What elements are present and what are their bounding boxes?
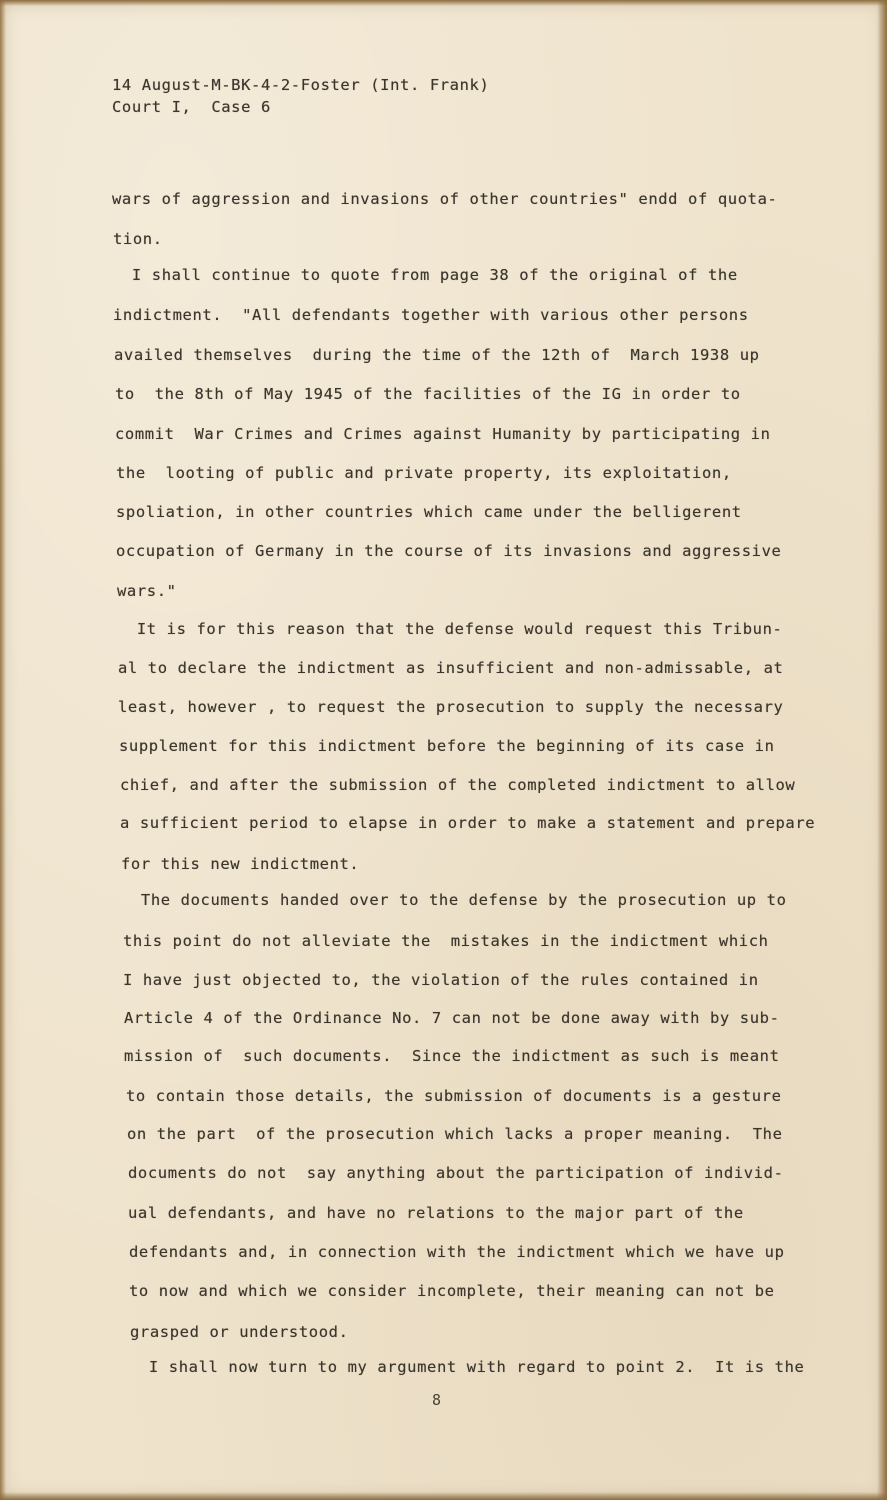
text-line: the looting of public and private property, its exploitation, bbox=[116, 464, 732, 482]
page-number: 8 bbox=[432, 1391, 442, 1409]
text-line: defendants and, in connection with the indictment which we have up bbox=[129, 1243, 785, 1261]
text-line: to now and which we consider incomplete, their meaning can not be bbox=[129, 1282, 775, 1300]
paper-edge-right bbox=[877, 0, 887, 1500]
text-line: wars of aggression and invasions of other countries" endd of quota- bbox=[112, 190, 778, 208]
text-line: It is for this reason that the defense would request this Tribun- bbox=[117, 620, 783, 638]
text-line: al to declare the indictment as insufficient and non-admissable, at bbox=[118, 659, 784, 677]
paper-edge-bottom bbox=[0, 1492, 887, 1500]
text-line: occupation of Germany in the course of its invasions and aggressive bbox=[116, 542, 782, 560]
text-line: supplement for this indictment before the beginning of its case in bbox=[119, 737, 775, 755]
text-line: chief, and after the submission of the completed indictment to allow bbox=[120, 776, 796, 794]
text-line: indictment. "All defendants together with various other persons bbox=[113, 306, 749, 324]
text-line: this point do not alleviate the mistakes in the indictment which bbox=[123, 932, 769, 950]
text-line: availed themselves during the time of the 12th of March 1938 up bbox=[114, 346, 760, 364]
header-reference: 14 August-M-BK-4-2-Foster (Int. Frank) bbox=[112, 76, 490, 94]
text-line: wars." bbox=[117, 582, 177, 600]
text-line: on the part of the prosecution which lacks a proper meaning. The bbox=[127, 1125, 783, 1143]
text-line: for this new indictment. bbox=[121, 855, 360, 873]
text-line: to contain those details, the submission of documents is a gesture bbox=[126, 1087, 782, 1105]
text-line: tion. bbox=[113, 230, 163, 248]
text-line: mission of such documents. Since the indictment as such is meant bbox=[124, 1047, 780, 1065]
header-court-case: Court I, Case 6 bbox=[112, 98, 271, 116]
paper-edge-left bbox=[0, 0, 6, 1500]
text-line: least, however , to request the prosecution to supply the necessary bbox=[118, 698, 784, 716]
text-line: commit War Crimes and Crimes against Humanity by participating in bbox=[115, 425, 771, 443]
text-line: to the 8th of May 1945 of the facilities of the IG in order to bbox=[115, 385, 741, 403]
text-line: spoliation, in other countries which came under the belligerent bbox=[116, 503, 742, 521]
text-line: I shall continue to quote from page 38 of the original of the bbox=[122, 266, 738, 284]
paper-edge-top bbox=[0, 0, 887, 6]
text-line: I have just objected to, the violation of the rules contained in bbox=[123, 971, 759, 989]
text-line: I shall now turn to my argument with regard to point 2. It is the bbox=[139, 1358, 805, 1376]
text-line: ual defendants, and have no relations to the major part of the bbox=[128, 1204, 744, 1222]
text-line: a sufficient period to elapse in order to make a statement and prepare bbox=[120, 814, 816, 832]
text-line: The documents handed over to the defense by the prosecution up to bbox=[131, 891, 787, 909]
text-line: grasped or understood. bbox=[130, 1323, 349, 1341]
text-line: documents do not say anything about the participation of individ- bbox=[128, 1164, 784, 1182]
text-line: Article 4 of the Ordinance No. 7 can not be done away with by sub- bbox=[124, 1009, 780, 1027]
